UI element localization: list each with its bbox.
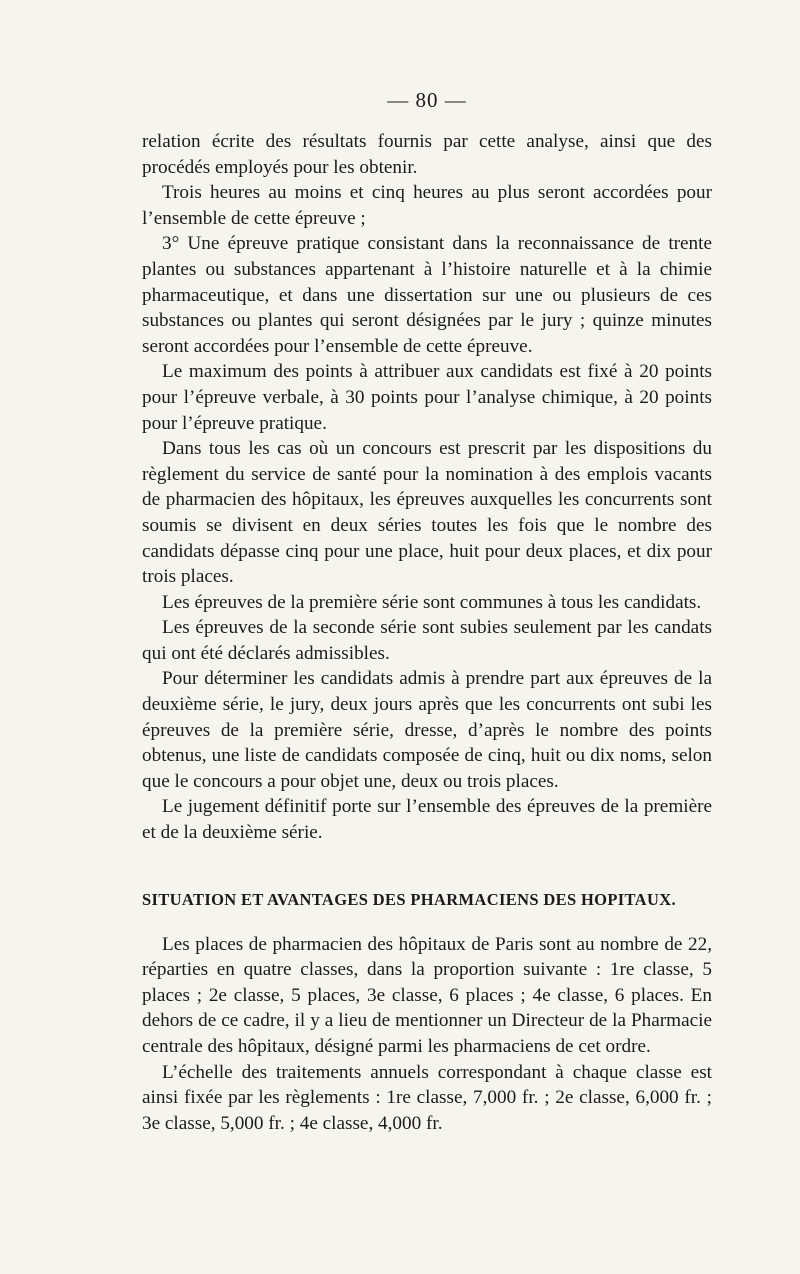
paragraph: 3° Une épreuve pratique consistant dans la reconnaissance de trente plantes ou substances appartenant à l’histoire naturelle et à la chimie pharmaceutique, et dans une dissertation sur une ou plusieurs de ces substances ou plantes qui seront désignées par le jury ; quinze minutes seront accordées pour l’ensemble de cette épreuve.: [142, 233, 712, 357]
paragraph: L’échelle des traitements annuels correspondant à chaque classe est ainsi fixée par les règlements : 1re classe, 7,000 fr. ; 2e classe, 6,000 fr. ; 3e classe, 5,000 fr. ; 4e classe, 4,000 fr.: [142, 1061, 712, 1134]
document-page: [142, 88, 712, 1136]
paragraph: Les places de pharmacien des hôpitaux de Paris sont au nombre de 22, réparties en quatre classes, dans la proportion suivante : 1re classe, 5 places ; 2e classe, 5 places, 3e classe, 6 places ; 4e classe, 6 places. En dehors de ce cadre, il y a lieu de mentionner un Directeur de la Pharmacie centrale des hôpitaux, désigné parmi les pharmaciens de cet ordre.: [142, 933, 712, 1057]
paragraph: Trois heures au moins et cinq heures au plus seront accordées pour l’ensemble de cette épreuve ;: [142, 182, 712, 229]
paragraph: relation écrite des résultats fournis par cette analyse, ainsi que des procédés employés pour les obtenir.: [142, 131, 712, 178]
paragraph: Les épreuves de la première série sont communes à tous les candidats.: [162, 591, 702, 613]
page-number: — 80 —: [387, 88, 467, 112]
paragraph: Le jugement définitif porte sur l’ensemble des épreuves de la première et de la deuxième série.: [142, 796, 712, 844]
paragraph: Dans tous les cas où un concours est prescrit par les dispositions du règlement du service de santé pour la nomination à des emplois vacants de pharmacien des hôpitaux, les épreuves auxquelles les concurrents sont soumis se divisent en deux séries toutes les fois que le nombre des candidats dépasse cinq pour une place, huit pour deux places, et dix pour trois places.: [142, 438, 712, 588]
paragraph: Le maximum des points à attribuer aux candidats est fixé à 20 points pour l’épreuve verbale, à 30 points pour l’analyse chimique, à 20 points pour l’épreuve pratique.: [142, 361, 712, 434]
section-heading: SITUATION ET AVANTAGES DES PHARMACIENS DES HOPITAUX.: [142, 889, 676, 909]
paragraph: Les épreuves de la seconde série sont subies seulement par les candats qui ont été déclarés admissibles.: [142, 617, 712, 664]
paragraph: Pour déterminer les candidats admis à prendre part aux épreuves de la deuxième série, le jury, deux jours après que les concurrents ont subi les épreuves de la première série, dresse, d’après le nombre des points obtenus, une liste de candidats composée de cinq, huit ou dix noms, selon que le concours a pour objet une, deux ou trois places.: [142, 668, 712, 792]
